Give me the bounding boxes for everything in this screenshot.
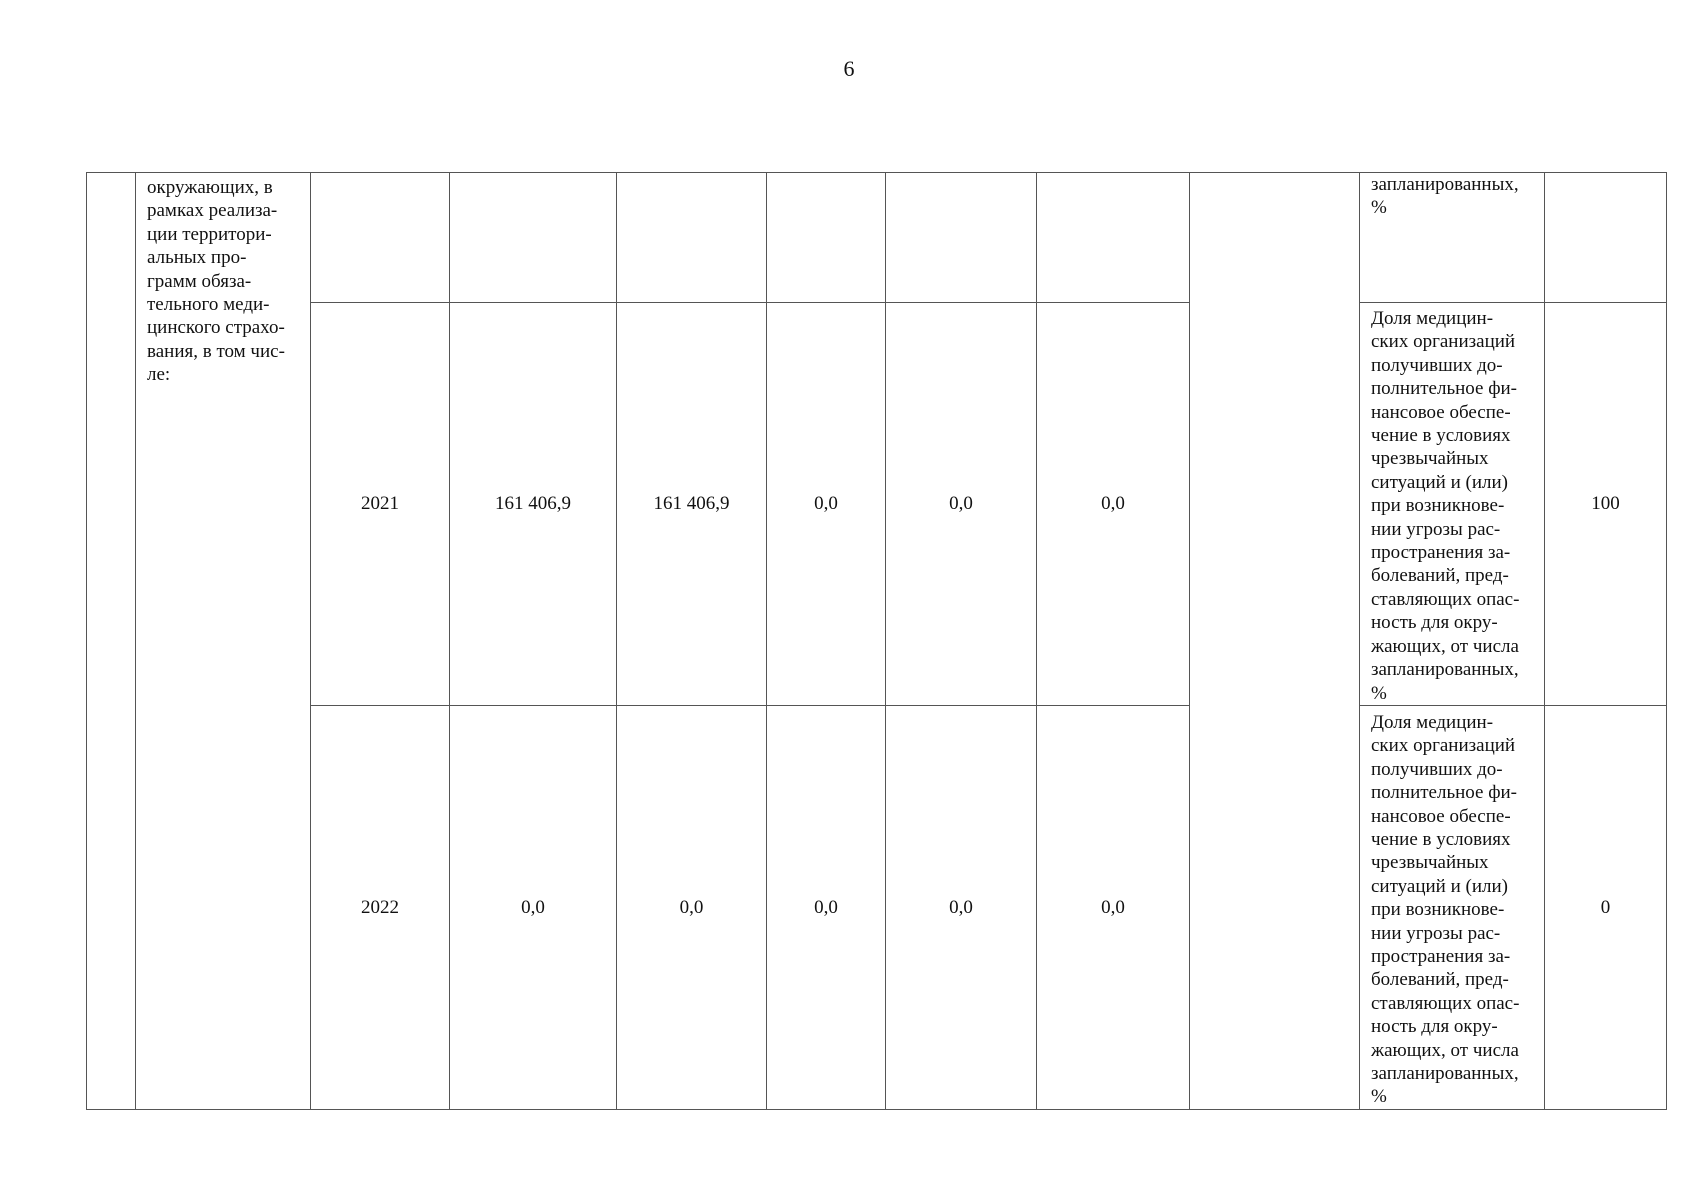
indicator-text: Доля медицин- ских организаций получивших до- полнительное фи- нансовое обеспе- чение в условиях чрезвычайных ситуаций и (или) при возникнове- нии угрозы рас- пространения за- болеваний, пред- ставляющих опас- ность для окру- жающих, от числа запланированных, % [1371, 308, 1520, 704]
table-row [87, 303, 1667, 706]
total-cell: 0,0 [450, 705, 617, 1109]
year-cell: 2022 [311, 705, 450, 1109]
federal-cell [617, 173, 767, 303]
number-cell [87, 173, 136, 1110]
regional-cell: 0,0 [767, 705, 886, 1109]
executor-cell [1190, 173, 1360, 1110]
year-cell: 2021 [311, 303, 450, 706]
target-cell [1545, 173, 1667, 303]
other-cell: 0,0 [1037, 705, 1190, 1109]
federal-cell: 0,0 [617, 705, 767, 1109]
total-cell [450, 173, 617, 303]
table-row [87, 173, 1667, 303]
table-row [87, 705, 1667, 1109]
other-cell [1037, 173, 1190, 303]
other-cell: 0,0 [1037, 303, 1190, 706]
year-cell [311, 173, 450, 303]
indicator-cell [1360, 705, 1545, 1109]
regional-cell [767, 173, 886, 303]
local-cell [886, 173, 1037, 303]
local-cell: 0,0 [886, 705, 1037, 1109]
indicator-cell [1360, 303, 1545, 706]
description-cell [136, 173, 311, 1110]
page-number: 6 [843, 56, 855, 81]
target-cell: 0 [1545, 705, 1667, 1109]
target-cell: 100 [1545, 303, 1667, 706]
total-cell: 161 406,9 [450, 303, 617, 706]
indicator-text: запланированных, % [1371, 174, 1519, 219]
indicator-cell [1360, 173, 1545, 303]
description-text: окружающих, в рамках реализа- ции территори- альных про- грамм обяза- тельного меди- цинского страхо- вания, в том чис- ле: [147, 177, 285, 386]
indicator-text: Доля медицин- ских организаций получивших до- полнительное фи- нансовое обеспе- чение в условиях чрезвычайных ситуаций и (или) при возникнове- нии угрозы рас- пространения за- болеваний, пред- ставляющих опас- ность для окру- жающих, от числа запланированных, % [1371, 711, 1520, 1108]
program-table [86, 172, 1667, 1110]
regional-cell: 0,0 [767, 303, 886, 706]
local-cell: 0,0 [886, 303, 1037, 706]
federal-cell: 161 406,9 [617, 303, 767, 706]
